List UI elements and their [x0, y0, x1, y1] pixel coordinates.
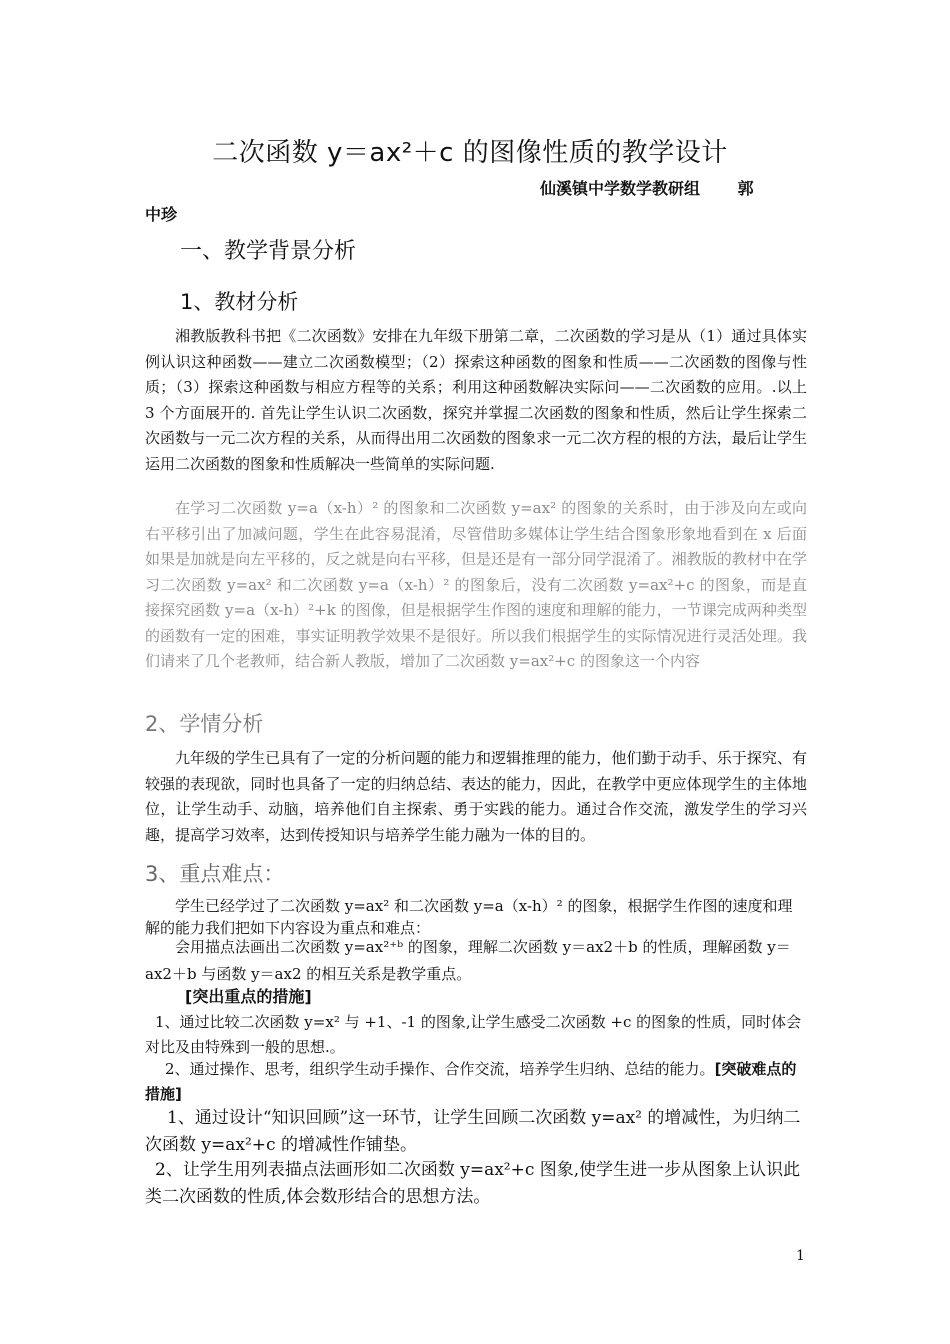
- paragraph-measure-2: [145, 1057, 807, 1107]
- author-line-continued: 中珍: [145, 205, 178, 224]
- section-heading-background: 一、教学背景分析: [180, 239, 357, 264]
- paragraph-student-analysis: 九年级的学生已具有了一定的分析问题的能力和逻辑推理的能力，他们勤于动手、乐于探究、有较强的表现欲，同时也具备了一定的归纳总结、表达的能力，因此，在教学中更应体现学生的主体地位，让学生动手、动脑，培养他们自主探索、勇于实践的能力。通过合作交流，激发学生的学习兴趣，提高学习效率，达到传授知识与培养学生能力融为一体的目的。: [145, 749, 807, 844]
- heading-focus-measures: [突出重点的措施]: [185, 987, 312, 1006]
- paragraph-key-points-intro: 学生已经学过了二次函数 y=ax² 和二次函数 y=a（x-h）² 的图象，根据学生作图的速度和理解的能力我们把如下内容设为重点和难点：: [145, 897, 793, 937]
- paragraph-textbook-analysis: 湘教版教科书把《二次函数》安排在九年级下册第二章，二次函数的学习是从（1）通过具体实例认识这种函数——建立二次函数模型；（2）探索这种函数的图象和性质——二次函数的图像与性质；（3）探索这种函数与相应方程等的关系；利用这种函数解决实际问——二次函数的应用。.以上 3 个方面展开的. 首先让学生认识二次函数，探究并掌握二次函数的图象和性质，然后让学生探索二次函数与一元二次方程的关系，从而得出用二次函数的图象求一元二次方程的根的方法，最后让学生运用二次函数的图象和性质解决一些简单的实际问题.: [145, 327, 807, 473]
- paragraph-translation-issue: 在学习二次函数 y=a（x-h）² 的图象和二次函数 y=ax² 的图象的关系时，由于涉及向左或向右平移引出了加减问题，学生在此容易混淆，尽管借助多媒体让学生结合图象形象地看到在 x 后面如果是加就是向左平移的，反之就是向右平移，但是还是有一部分同学混淆了。湘教版的教材中在学习二次函数 y=ax² 和二次函数 y=a（x-h）² 的图象后，没有二次函数 y=ax²+c 的图象，而是直接探究函数 y=a（x-h）²+k 的图像，但是根据学生作图的速度和理解的能力，一节课完成两种类型的函数有一定的困难，事实证明教学效果不是很好。所以我们根据学生的实际情况进行灵活处理。我们请来了几个老教师，结合新人教版，增加了二次函数 y=ax²+c 的图象这一个内容: [145, 499, 807, 670]
- subheading-textbook-analysis: 1、教材分析: [180, 290, 299, 314]
- paragraph-measure-1: 1、通过比较二次函数 y=x² 与 +1、-1 的图象,让学生感受二次函数 +c 的图象的性质，同时体会对比及由特殊到一般的思想.。: [145, 1013, 802, 1056]
- paragraph-difficulty-measure-2: 2、让学生用列表描点法画形如二次函数 y=ax²+c 图象,使学生进一步从图象上认识此类二次函数的性质,体会数形结合的思想方法。: [145, 1160, 801, 1207]
- measure-2-text: 2、通过操作、思考，组织学生动手操作、合作交流，培养学生归纳、总结的能力。: [165, 1060, 715, 1078]
- paragraph-difficulty-measure-1: 1、通过设计“知识回顾”这一环节，让学生回顾二次函数 y=ax² 的增减性，为归纳二次函数 y=ax²+c 的增减性作铺垫。: [145, 1108, 801, 1155]
- document-title: 二次函数 y＝ax²＋c 的图像性质的教学设计: [212, 138, 728, 168]
- page-number: 1: [796, 1248, 805, 1264]
- author-line: 仙溪镇中学数学教研组 郭: [540, 179, 754, 198]
- heading-difficulty-measures: [突破难点的措施]: [145, 1060, 797, 1103]
- subheading-key-points: 3、重点难点：: [145, 862, 285, 886]
- paragraph-teaching-focus: 会用描点法画出二次函数 y=ax²⁺ᵇ 的图象，理解二次函数 y＝ax2＋b 的性质，理解函数 y＝ax2＋b 与函数 y＝ax2 的相互关系是教学重点。: [145, 938, 791, 983]
- subheading-student-analysis: 2、学情分析: [145, 712, 264, 736]
